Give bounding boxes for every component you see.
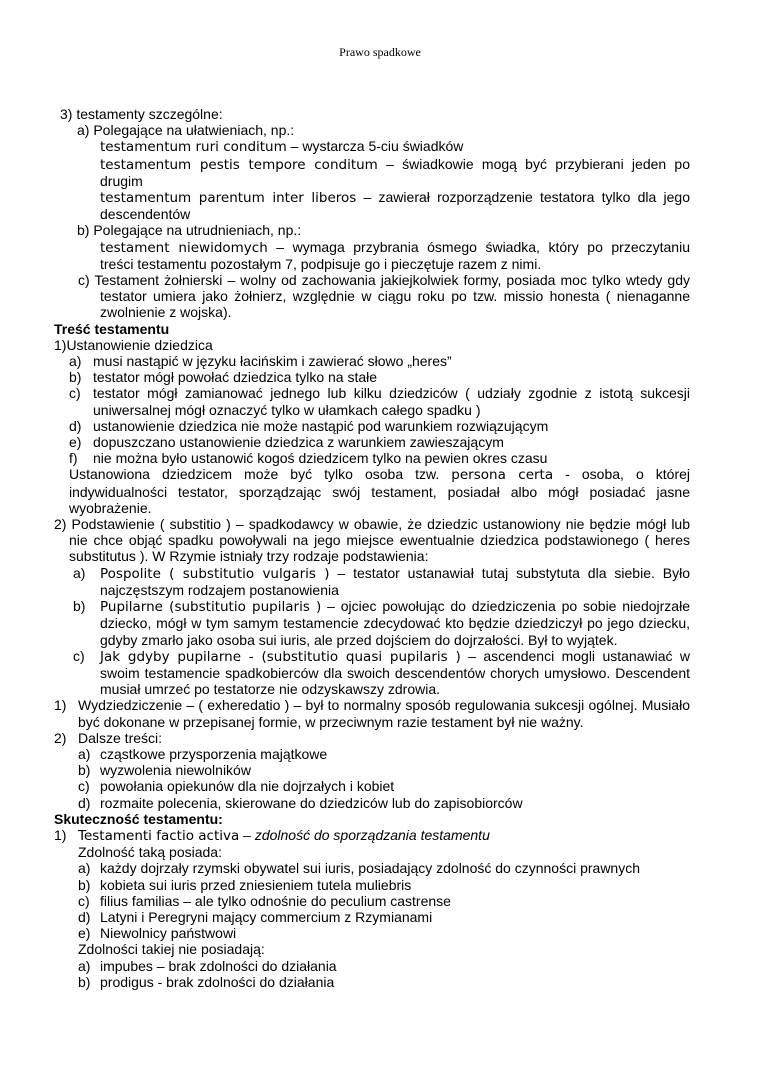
parentum-term: testamentum parentum inter liberos [100,190,357,207]
tresc-sub1: 1)Ustanowienie dziedzica [54,336,213,353]
subst-c-term: Jak gdyby pupilarne - (substitutio quasi pupilaris ) [100,648,461,665]
subst-b-term: Pupilarne (substitutio pupilaris ) [100,599,322,616]
persona-line: Ustanowiona dziedzicem może być tylko osoba tzw. persona certa - osoba, o której [69,466,691,484]
subst-a-term: Pospolite ( substitutio vulgaris ) [100,565,330,582]
list-item: a) impubes – brak zdolności do działania [78,957,337,974]
subst-c-cont2: musiał umrzeć po testatorze nie odzyskawszy zdrowia. [100,681,441,698]
subst-a-line: a) Pospolite ( substitutio vulgaris ) – testator ustanawiał tutaj substytuta dla siebie. Było [73,564,690,582]
list-item: b) wyzwolenia niewolników [78,762,251,779]
list-item: d) Latyni i Peregryni mający commercium z Rzymianami [78,908,433,925]
parentum-desc: – zawierał rozporządzenie testatora tylko dla jego [356,189,690,206]
tresc-heading: Treść testamentu [54,320,170,337]
skutecznosc-heading: Skuteczność testamentu: [54,810,223,827]
subst-c-line: c) Jak gdyby pupilarne - (substitutio quasi pupilaris ) – ascendenci mogli ustanawiać w [73,647,690,665]
list-item: b) testator mógł powołać dziedzica tylko na stałe [69,369,378,386]
sub2-line2: nie chce objąć spadku powoływali na jego miejsce ewentualnie dziedzica podstawionego ( heres [69,532,690,549]
dalsze-heading: 2) Dalsze treści: [54,729,163,746]
factio-line: 1) Testamenti factio activa – zdolność do sporządzania testamentu [54,826,490,844]
list-item: d) ustanowienie dziedzica nie może nastąpić pod warunkiem rozwiązującym [69,417,549,434]
sub2-line3: substitutus ). W Rzymie istniały trzy rodzaje podstawienia: [69,548,429,565]
dalsze-items [54,746,690,811]
list-item: f) nie można było ustanowić kogoś dziedzicem tylko na pewien okres czasu [69,450,548,467]
special-a-label: a) Polegające na ułatwieniach, np.: [77,122,295,139]
ruri-term: testamentum ruri conditum [100,139,287,156]
niewid-term: testament niewidomych [100,239,268,256]
list-item: a) musi nastąpić w języku łacińskim i zawierać słowo „heres” [69,353,452,370]
persona-line3: wyobrażenie. [69,499,152,516]
ruri-desc: – wystarcza 5-ciu świadków [286,138,464,155]
list-item: d) rozmaite polecenia, skierowane do dziedziców lub do zapisobiorców [78,794,523,811]
pestis-term: testamentum pestis tempore conditum [100,156,378,173]
parentum-line [100,189,690,206]
persona-line2: indywidualności testator, sporządzając swój testament, posiadał albo mógł posiadać jasne [69,483,690,500]
list-item: e) dopuszczano ustanowienie dziedzica z warunkiem zawieszającym [69,434,504,451]
document-body [54,106,690,990]
pestis-cont: drugim [100,172,143,189]
subst-b-cont2: gdyby zmarło jako osoba sui iuris, ale przed dojściem do dojrzałości. Był to wyjątek. [100,631,618,648]
special-c-line2: testator umiera jako żołnierz, względnie w ciągu roku po tzw. missio honesta ( nienaganne [100,288,690,305]
subst-b-cont1: dziecko, mógł w tym samym testamencie zdecydować kto będzie dziedziczył po jego dziecku, [100,615,690,632]
wyd-line1: 1) Wydziedziczenie – ( exheredatio ) – był to normalny sposób regulowania sukcesji ogólnej. Musiało [54,697,690,714]
list-item: c) powołania opiekunów dla nie dojrzałych i kobiet [78,778,395,795]
list-item: e) Niewolnicy państwowi [78,925,237,942]
list-item: a) cząstkowe przysporzenia majątkowe [78,745,328,762]
factio-term: Testamenti factio activa [78,827,240,844]
special-b-label: b) Polegające na utrudnieniach, np.: [77,222,302,239]
page-header: Prawo spadkowe [339,45,421,59]
niewid-cont: treści testamentu pozostałym 7, podpisuje go i pieczętuje razem z nimi. [100,255,542,272]
list-item: c) filius familias – ale tylko odnośnie do peculium castrense [78,892,451,909]
nie-posiada-items [54,958,690,990]
niewid-desc: – wymaga przybrania ósmego świadka, który po przeczytaniu [267,238,690,255]
pestis-desc: – świadkowie mogą być przybierani jeden po [377,155,690,172]
subst-c-cont1: swoim testamencie spadkobierców dla swoich descendentów chorych umysłowo. Descendent [100,664,690,681]
ruri-line [54,138,690,155]
nie-posiada-heading: Zdolności takiej nie posiadają: [78,941,265,958]
list-item-cont: uniwersalnej mógł oznaczyć tylko w ułamkach całego spadku ) [93,401,481,418]
posiada-items [54,860,690,941]
list-item: b) kobieta sui iuris przed zniesieniem tutela muliebris [78,876,412,893]
persona-term: persona certa [451,467,554,484]
subst-b-line: b) Pupilarne (substitutio pupilaris ) – ojciec powołując do dziedziczenia po sobie niedojrzałe [73,598,690,616]
niewid-line [100,239,690,256]
special-heading: 3) testamenty szczególne: [60,106,223,122]
parentum-cont: descendentów [100,206,191,223]
list-item: c) testator mógł zamianować jednego lub kilku dziedziców ( udziały zgodnie z istotą sukcesji [69,385,690,402]
subst-a-cont: najczęstszym rodzajem postanowienia [100,581,339,598]
list-item: a) każdy dojrzały rzymski obywatel sui iuris, posiadający zdolność do czynności prawnych [78,860,641,877]
wyd-line2: być dokonane w przepisanej formie, w przeciwnym razie testament był nie ważny. [78,713,584,730]
tresc-items [54,353,690,466]
pestis-line [100,156,690,173]
posiada-heading: Zdolność taką posiada: [78,844,222,861]
sub2-line1: 2) Podstawienie ( substitio ) – spadkodawcy w obawie, że dziedzic ustanowiony nie będzie mógł lub [54,516,690,533]
list-item: b) prodigus - brak zdolności do działania [78,973,335,990]
special-c-line3: zwolnienie z wojska). [100,304,232,321]
special-c-line1: c) Testament żołnierski – wolny od zachowania jakiejkolwiek formy, posiada moc tylko wtedy gdy [78,272,690,289]
